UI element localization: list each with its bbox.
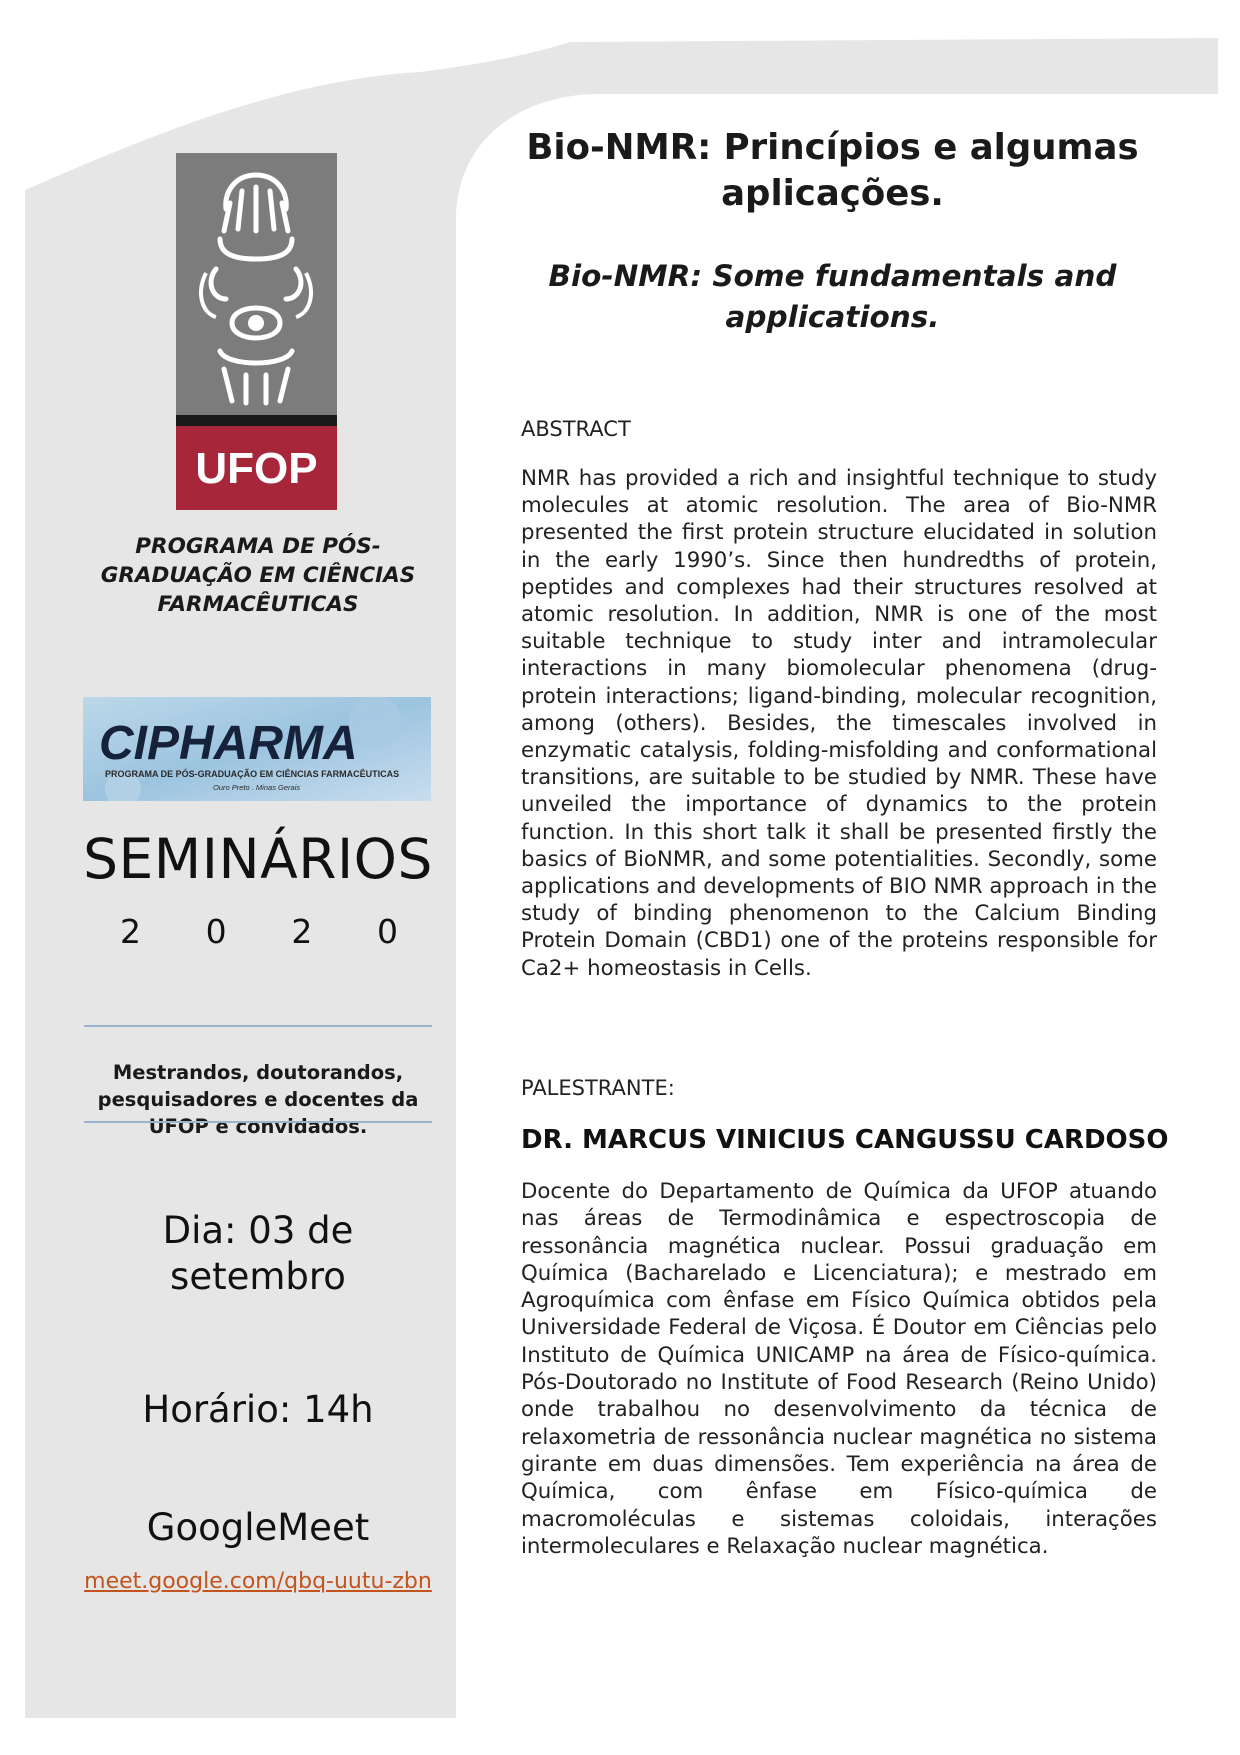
- abstract-label: ABSTRACT: [521, 417, 631, 441]
- seminarios-heading: SEMINÁRIOS: [83, 827, 433, 891]
- year-digit: 0: [205, 912, 227, 951]
- ufop-logo: [176, 153, 337, 510]
- year-digit: 2: [291, 912, 313, 951]
- event-date: Dia: 03 de setembro: [162, 1209, 354, 1298]
- abstract-text: NMR has provided a rich and insightful technique to study molecules at atomic resolution. The area of Bio-NMR presented the first protein structure elucidated in solution in the early 1990’s. Since then hundredths of protein, peptides and complexes had their structures resolved at atomic resolution. In addition, NMR is one of the most suitable technique to study inter and intramolecular interactions in many biomolecular phenomena (drug-protein interactions; ligand-binding, molecular recognition, among (others). Besides, the timescales involved in enzymatic catalysis, folding-misfolding and conformational transitions, are suitable to be studied by NMR. These have unveiled the importance of dynamics to the protein function. In this short talk it shall be presented firstly the basics of BioNMR, and some potentialities. Secondly, some applications and developments of BIO NMR approach in the study of binding phenomenon to the Calcium Binding Protein Domain (CBD1) one of the proteins responsible for Ca2+ homeostasis in Cells.: [521, 466, 1157, 981]
- year: [120, 912, 398, 952]
- divider: [84, 1025, 432, 1027]
- title-portuguese: Bio-NMR: Princípios e algumas aplicações.: [526, 127, 1139, 214]
- event-time: Horário: 14h: [142, 1388, 374, 1431]
- year-digit: 2: [120, 912, 141, 951]
- audience-text: Mestrandos, doutorandos, pesquisadores e docentes da UFOP e convidados.: [97, 1061, 419, 1138]
- program-name: PROGRAMA DE PÓS-GRADUAÇÃO EM CIÊNCIAS FARMACÊUTICAS: [100, 534, 416, 617]
- cipharma-location: Ouro Preto . Minas Gerais: [213, 783, 301, 792]
- divider: [84, 1121, 432, 1123]
- speaker-label: PALESTRANTE:: [521, 1076, 675, 1100]
- speaker-bio: Docente do Departamento de Química da UFOP atuando nas áreas de Termodinâmica e espectroscopia de ressonância magnética nuclear. Possui graduação em Química (Bacharelado e Licenciatura); e mestrado em Agroquímica com ênfase em Físico Química obtidos pela Universidade Federal de Viçosa. É Doutor em Ciências pelo Instituto de Química UNICAMP na área de Físico-química. Pós-Doutorado no Institute of Food Research (Reino Unido) onde trabalhou no desenvolvimento da técnica de relaxometria de ressonância nuclear magnética no sistema girante em duas dimensões. Tem experiência na área de Química, com ênfase em Físico-química de macromoléculas e sistemas coloidais, interações intermoleculares e Relaxação nuclear magnética.: [521, 1179, 1157, 1559]
- cipharma-title: CIPHARMA: [99, 717, 358, 770]
- cipharma-subtitle: PROGRAMA DE PÓS-GRADUAÇÃO EM CIÊNCIAS FARMACÊUTICAS: [105, 769, 400, 779]
- title-english: Bio-NMR: Some fundamentals and applications.: [548, 259, 1117, 334]
- cipharma-logo: [83, 697, 431, 801]
- speaker-name: DR. MARCUS VINICIUS CANGUSSU CARDOSO: [521, 1125, 1169, 1155]
- meet-link[interactable]: meet.google.com/qbq-uutu-zbn: [84, 1569, 432, 1594]
- ufop-logo-text: UFOP: [195, 444, 318, 493]
- year-digit: 0: [376, 912, 398, 951]
- meet-label: GoogleMeet: [146, 1506, 370, 1549]
